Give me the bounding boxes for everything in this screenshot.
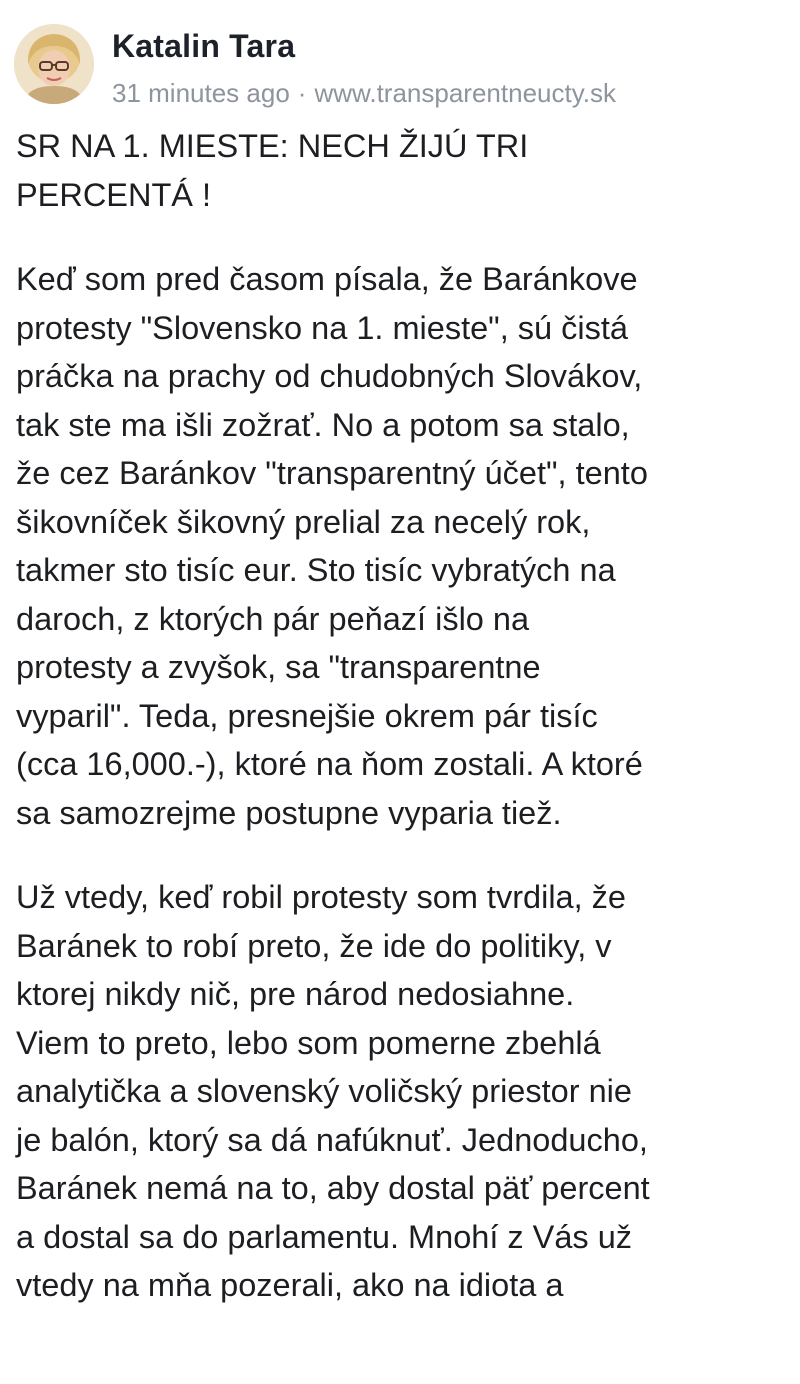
post-body: [16, 122, 788, 1310]
post-meta: [112, 78, 616, 109]
post-paragraph-2: Už vtedy, keď robil protesty som tvrdila, že Baránek to robí preto, že ide do politiky, v ktorej nikdy nič, pre národ nedosiahne. Viem to preto, lebo som pomerne zbehlá analytička a slovenský voličský priestor nie je balón, ktorý sa dá nafúknuť. Jednoducho, Baránek nemá na to, aby dostal päť percent a dostal sa do parlamentu. Mnohí z Vás už vtedy na mňa pozerali, ako na idiota a: [16, 879, 650, 1303]
avatar[interactable]: [14, 24, 94, 104]
post-header: [14, 18, 786, 108]
post-paragraph-1: Keď som pred časom písala, že Baránkove protesty "Slovensko na 1. mieste", sú čistá práčka na prachy od chudobných Slovákov, tak ste ma išli zožrať. No a potom sa stalo, že cez Baránkov "transparentný účet", tento šikovníček šikovný prelial za necelý rok, takmer sto tisíc eur. Sto tisíc vybratých na daroch, z ktorých pár peňazí išlo na protesty a zvyšok, sa "transparentne vyparil". Teda, presnejšie okrem pár tisíc (cca 16,000.-), ktoré na ňom zostali. A ktoré sa samozrejme postupne vyparia tiež.: [16, 261, 648, 831]
meta-separator: ·: [297, 78, 307, 108]
profile-photo-icon: [14, 24, 94, 104]
author-name[interactable]: Katalin Tara: [112, 28, 296, 64]
post-title: SR NA 1. MIESTE: NECH ŽIJÚ TRI PERCENTÁ !: [16, 128, 529, 213]
post-source-link[interactable]: www.transparentneucty.sk: [314, 78, 617, 108]
post-timestamp[interactable]: 31 minutes ago: [112, 78, 290, 108]
